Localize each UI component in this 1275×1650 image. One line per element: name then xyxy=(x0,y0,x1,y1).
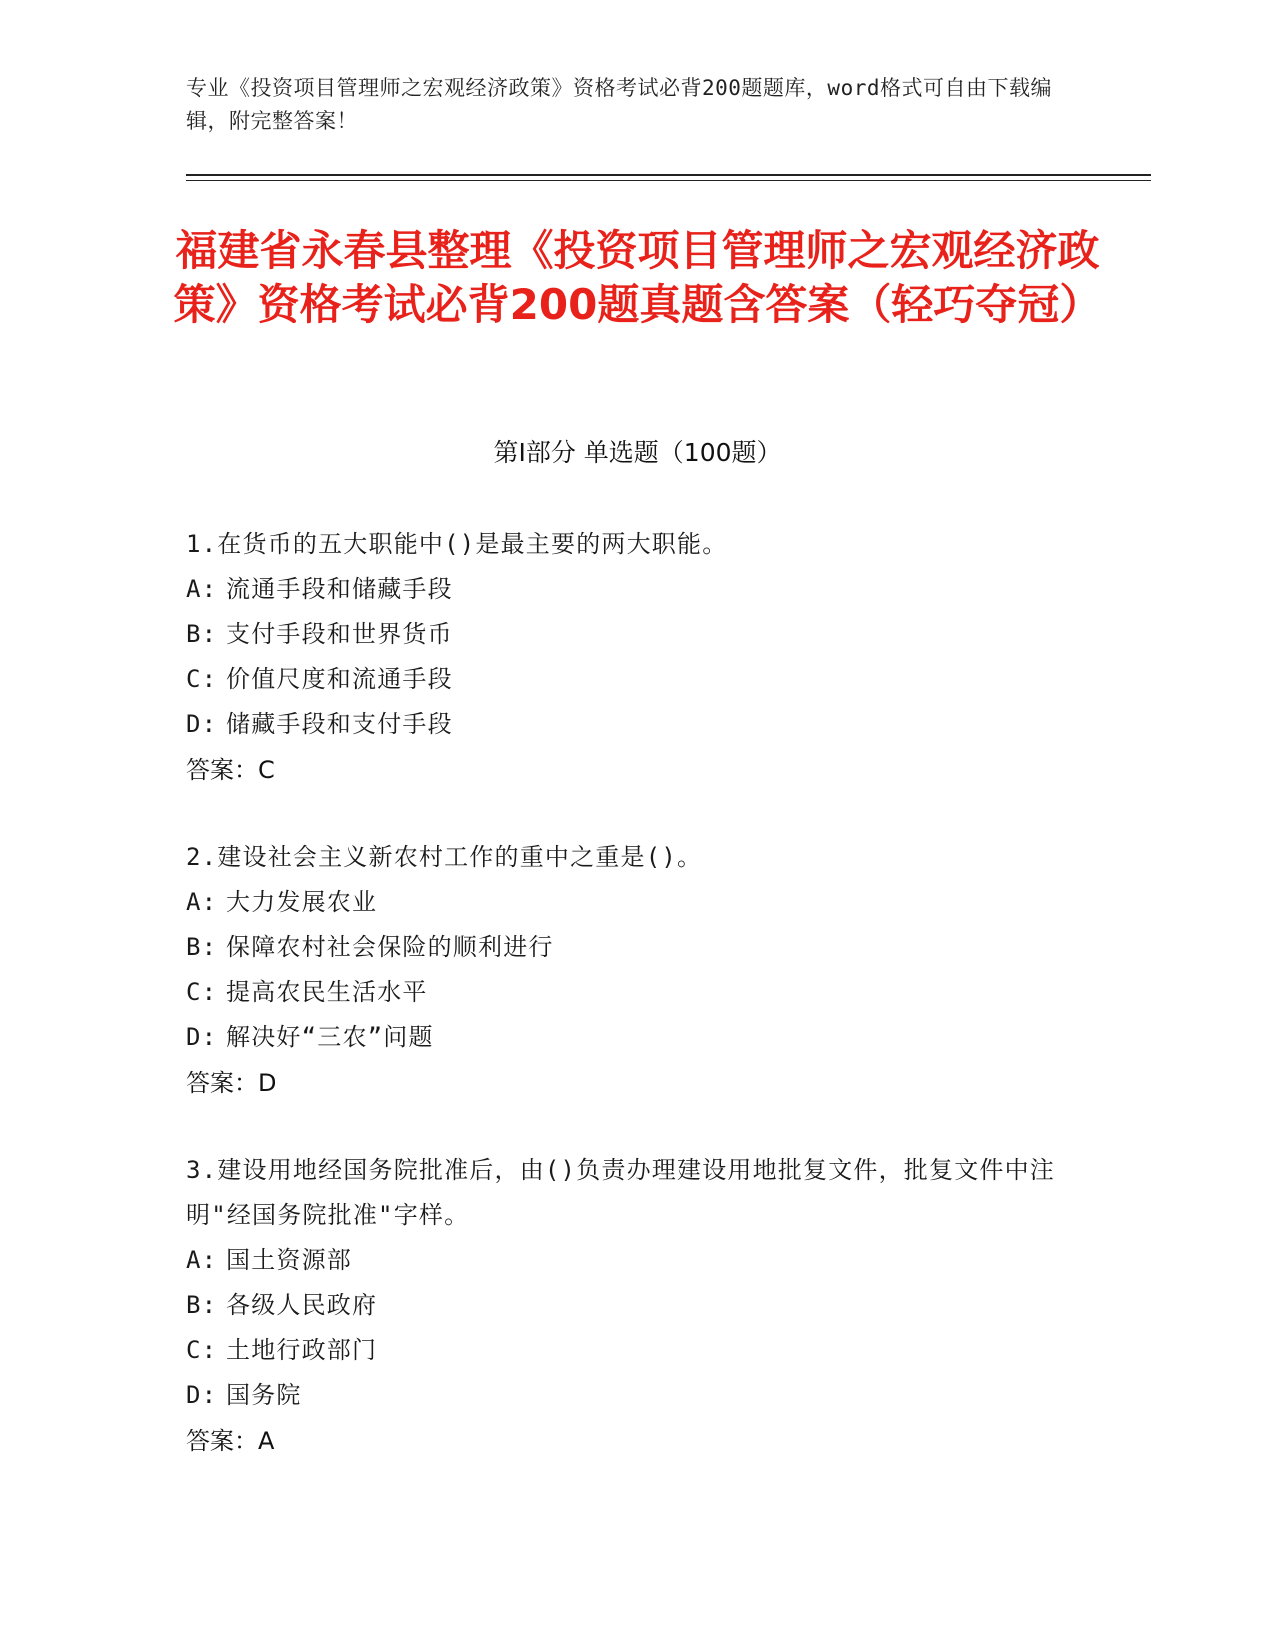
option-a xyxy=(186,567,1086,612)
question-stem: 2.建设社会主义新农村工作的重中之重是()。 xyxy=(186,843,703,871)
question-stem: 3.建设用地经国务院批准后，由()负责办理建设用地批复文件，批复文件中注明"经国务院批准"字样。 xyxy=(186,1156,1055,1229)
option-text: 国务院 xyxy=(226,1381,302,1409)
option-letter: D: xyxy=(186,1381,218,1409)
header-divider-thick xyxy=(186,174,1151,176)
option-letter: A: xyxy=(186,1246,218,1274)
option-b xyxy=(186,1283,1086,1328)
option-d xyxy=(186,702,1086,747)
option-letter: A: xyxy=(186,888,218,916)
option-text: 储藏手段和支付手段 xyxy=(226,710,453,738)
option-letter: A: xyxy=(186,575,218,603)
option-text: 提高农民生活水平 xyxy=(226,978,428,1006)
option-letter: D: xyxy=(186,710,218,738)
option-text: 国土资源部 xyxy=(226,1246,352,1274)
option-c xyxy=(186,970,1086,1015)
option-text: 价值尺度和流通手段 xyxy=(226,665,453,693)
answer-line: 答案：C xyxy=(186,756,275,784)
question-2 xyxy=(186,835,1086,1106)
option-letter: B: xyxy=(186,1291,218,1319)
question-3 xyxy=(186,1148,1086,1464)
option-a xyxy=(186,1238,1086,1283)
option-a xyxy=(186,880,1086,925)
answer-line: 答案：D xyxy=(186,1069,277,1097)
option-b xyxy=(186,925,1086,970)
option-c xyxy=(186,657,1086,702)
option-d xyxy=(186,1373,1086,1418)
question-stem: 1.在货币的五大职能中()是最主要的两大职能。 xyxy=(186,530,728,558)
option-letter: C: xyxy=(186,665,218,693)
question-list xyxy=(186,522,1086,1506)
option-text: 大力发展农业 xyxy=(226,888,378,916)
option-text: 解决好“三农”问题 xyxy=(226,1023,434,1051)
option-text: 土地行政部门 xyxy=(226,1336,378,1364)
section-heading: 第I部分 单选题（100题） xyxy=(493,438,782,467)
question-1 xyxy=(186,522,1086,793)
document-title: 福建省永春县整理《投资项目管理师之宏观经济政策》资格考试必背200题真题含答案（轻巧夺冠） xyxy=(173,226,1102,329)
option-letter: B: xyxy=(186,933,218,961)
option-text: 流通手段和储藏手段 xyxy=(226,575,453,603)
option-text: 支付手段和世界货币 xyxy=(226,620,453,648)
option-d xyxy=(186,1015,1086,1060)
option-letter: B: xyxy=(186,620,218,648)
option-b xyxy=(186,612,1086,657)
header-note: 专业《投资项目管理师之宏观经济政策》资格考试必背200题题库，word格式可自由下载编辑，附完整答案！ xyxy=(186,76,1052,133)
option-text: 各级人民政府 xyxy=(226,1291,378,1319)
option-letter: C: xyxy=(186,978,218,1006)
answer-line: 答案：A xyxy=(186,1427,275,1455)
option-letter: C: xyxy=(186,1336,218,1364)
option-text: 保障农村社会保险的顺利进行 xyxy=(226,933,554,961)
option-letter: D: xyxy=(186,1023,218,1051)
option-c xyxy=(186,1328,1086,1373)
header-divider-thin xyxy=(186,180,1151,181)
